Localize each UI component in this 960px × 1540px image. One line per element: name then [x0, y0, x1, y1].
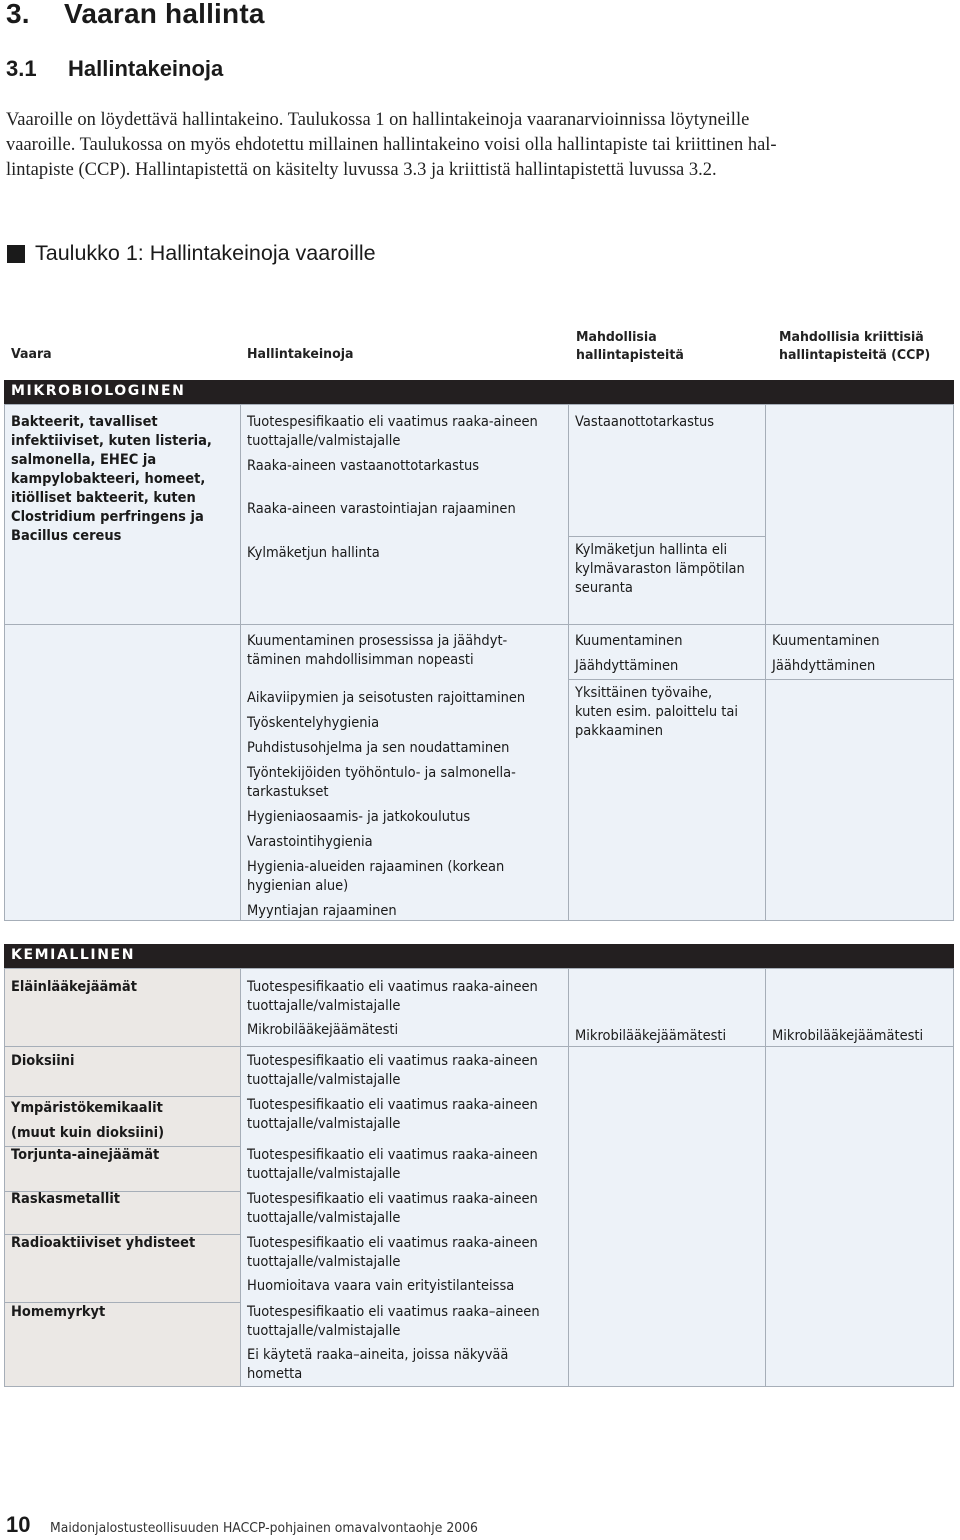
control-line: tuottajalle/valmistajalle [247, 1254, 401, 1270]
control-homemyrkyt [247, 1303, 540, 1384]
control-line: Myyntiajan rajaaminen [247, 903, 397, 919]
hazard-raskasmetallit: Raskasmetallit [11, 1191, 121, 1207]
hazard-elainlaakejaamat: Eläinlääkejäämät [11, 979, 137, 995]
row-divider [4, 1046, 954, 1047]
subsection-heading [6, 56, 223, 82]
control-line: Työntekijöiden työhöntulo- ja salmonella- [247, 765, 516, 781]
control-line: Tuotespesifikaatio eli vaatimus raaka-aineen [247, 979, 538, 995]
footer-title: Maidonjalostusteollisuuden HACCP-pohjainen omavalvontaohje 2006 [50, 1520, 478, 1536]
row-divider [4, 624, 954, 625]
control-line: Tuotespesifikaatio eli vaatimus raaka-aineen [247, 414, 538, 430]
caption-square-icon [7, 245, 25, 263]
hp-line: Kylmäketjun hallinta eli [575, 542, 728, 558]
column-header-hallintapisteet [576, 328, 684, 364]
control-line: Tuotespesifikaatio eli vaatimus raaka–aineen [247, 1304, 540, 1320]
table-caption [7, 241, 376, 266]
control-line: tuottajalle/valmistajalle [247, 1072, 401, 1088]
hp-line: kuten esim. paloittelu tai [575, 704, 739, 720]
control-line: tarkastukset [247, 784, 329, 800]
ccp-line: Kuumentaminen [772, 633, 880, 649]
column-divider [568, 404, 569, 921]
control-line: Huomioitava vaara vain erityistilanteissa [247, 1278, 515, 1294]
hazard-line: (muut kuin dioksiini) [11, 1125, 165, 1141]
control-line: Mikrobilääkejäämätesti [247, 1022, 399, 1038]
hazard-homemyrkyt: Homemyrkyt [11, 1304, 106, 1320]
column-header-ccp [779, 328, 930, 364]
hp-line: seuranta [575, 580, 633, 596]
hazard-line: infektiiviset, kuten listeria, [11, 433, 212, 449]
ccp-line: Jäähdyttäminen [772, 658, 876, 674]
category-bar-kemiallinen: KEMIALLINEN [4, 944, 954, 968]
hp-line: kylmävaraston lämpötilan [575, 561, 745, 577]
hp-line: pakkaaminen [575, 723, 664, 739]
control-kylmaketju: Kylmäketjun hallinta [247, 545, 380, 561]
control-line: Kuumentaminen prosessissa ja jäähdyt- [247, 633, 508, 649]
hp-vastaanottotarkastus: Vastaanottotarkastus [575, 414, 715, 430]
section-number: 3. [6, 0, 30, 29]
control-vastaanottotarkastus: Raaka-aineen vastaanottotarkastus [247, 458, 480, 474]
control-line: tuottajalle/valmistajalle [247, 1323, 401, 1339]
column-divider [765, 404, 766, 921]
control-line: Työskentelyhygienia [247, 715, 380, 731]
row-divider [568, 679, 954, 680]
control-dioksiini [247, 1052, 538, 1090]
control-line: Tuotespesifikaatio eli vaatimus raaka-aineen [247, 1191, 538, 1207]
hp-tyovaihe [575, 684, 738, 741]
section-title: Vaaran hallinta [64, 0, 265, 29]
hazard-line: Ympäristökemikaalit [11, 1100, 163, 1116]
control-line: Hygieniaosaamis- ja jatkokoulutus [247, 809, 471, 825]
subsection-number: 3.1 [6, 56, 37, 81]
column-header-line: Mahdollisia kriittisiä [779, 329, 924, 345]
intro-line: vaaroille. Taulukossa on myös ehdotettu millainen hallintakeino voisi olla hallintapiste tai kriittinen hal- [6, 135, 777, 155]
hp-line: Yksittäinen työvaihe, [575, 685, 713, 701]
control-hygienia-list [247, 689, 525, 921]
hazard-line: itiölliset bakteerit, kuten [11, 490, 196, 506]
control-line: täminen mahdollisimman nopeasti [247, 652, 474, 668]
column-divider [240, 404, 241, 921]
control-line: Puhdistusohjelma ja sen noudattaminen [247, 740, 510, 756]
column-divider [240, 968, 241, 1387]
control-radioaktiiviset [247, 1234, 538, 1296]
category-bar-mikrobiologinen: MIKROBIOLOGINEN [4, 380, 954, 404]
section-heading [6, 0, 265, 30]
hazard-dioksiini: Dioksiini [11, 1053, 75, 1069]
control-line: Varastointihygienia [247, 834, 373, 850]
hazard-line: salmonella, EHEC ja [11, 452, 157, 468]
control-line: Ei käytetä raaka–aineita, joissa näkyvää [247, 1347, 509, 1363]
column-header-hallintakeinoja: Hallintakeinoja [247, 346, 354, 362]
control-line: tuottajalle/valmistajalle [247, 433, 401, 449]
table-caption-text: Taulukko 1: Hallintakeinoja vaaroille [35, 241, 376, 265]
control-line: tuottajalle/valmistajalle [247, 1116, 401, 1132]
control-raskasmetallit [247, 1190, 538, 1228]
hazard-ymparistokemikaalit [11, 1096, 164, 1146]
ccp-kuumentaminen [772, 629, 879, 679]
control-line: hygienian alue) [247, 878, 349, 894]
hazard-bakteerit [11, 413, 212, 546]
control-varastointiaika: Raaka-aineen varastointiajan rajaaminen [247, 501, 516, 517]
hazard-line: Bakteerit, tavalliset [11, 414, 158, 430]
column-header-vaara: Vaara [11, 346, 52, 362]
intro-line: lintapiste (CCP). Hallintapistettä on käsitelty luvussa 3.3 ja kriittistä hallintapistettä luvussa 3.2. [6, 160, 717, 180]
column-divider [568, 968, 569, 1387]
intro-line: Vaaroille on löydettävä hallintakeino. Taulukossa 1 on hallintakeinoja vaaranarvioinnissa löytyneille [6, 110, 750, 130]
hazard-radioaktiiviset: Radioaktiiviset yhdisteet [11, 1235, 196, 1251]
control-line: tuottajalle/valmistajalle [247, 998, 401, 1014]
control-line: Tuotespesifikaatio eli vaatimus raaka-aineen [247, 1053, 538, 1069]
hp-kuumentaminen [575, 629, 682, 679]
control-line: tuottajalle/valmistajalle [247, 1166, 401, 1182]
control-line: Aikaviipymien ja seisotusten rajoittaminen [247, 690, 526, 706]
control-torjunta-ainejaamat [247, 1146, 538, 1184]
hazard-torjunta-ainejaamat: Torjunta-ainejäämät [11, 1147, 160, 1163]
control-line: tuottajalle/valmistajalle [247, 1210, 401, 1226]
hazard-line: Bacillus cereus [11, 528, 122, 544]
control-kuumentaminen [247, 632, 507, 670]
hp-mikrobilaakejaamatesti: Mikrobilääkejäämätesti [575, 1028, 727, 1044]
hp-line: Jäähdyttäminen [575, 658, 679, 674]
ccp-mikrobilaakejaamatesti: Mikrobilääkejäämätesti [772, 1028, 924, 1044]
control-line: Tuotespesifikaatio eli vaatimus raaka-aineen [247, 1097, 538, 1113]
intro-paragraph [6, 108, 911, 183]
hp-line: Kuumentaminen [575, 633, 683, 649]
column-header-line: hallintapisteitä [576, 347, 684, 363]
column-header-line: Mahdollisia [576, 329, 657, 345]
control-tuotespesifikaatio [247, 413, 538, 451]
hazard-line: kampylobakteeri, homeet, [11, 471, 206, 487]
control-line: Hygienia-alueiden rajaaminen (korkean [247, 859, 505, 875]
control-line: Tuotespesifikaatio eli vaatimus raaka-aineen [247, 1147, 538, 1163]
page-number: 10 [6, 1512, 31, 1537]
column-header-line: hallintapisteitä (CCP) [779, 347, 931, 363]
control-ymparistokemikaalit [247, 1096, 538, 1134]
hazard-line: Clostridium perfringens ja [11, 509, 204, 525]
control-line: hometta [247, 1366, 303, 1382]
row-divider [568, 536, 765, 537]
control-line: Tuotespesifikaatio eli vaatimus raaka-aineen [247, 1235, 538, 1251]
control-elainlaakejaamat [247, 978, 538, 1040]
hp-kylmaketju [575, 541, 745, 598]
column-divider [765, 968, 766, 1387]
subsection-title: Hallintakeinoja [68, 56, 224, 81]
